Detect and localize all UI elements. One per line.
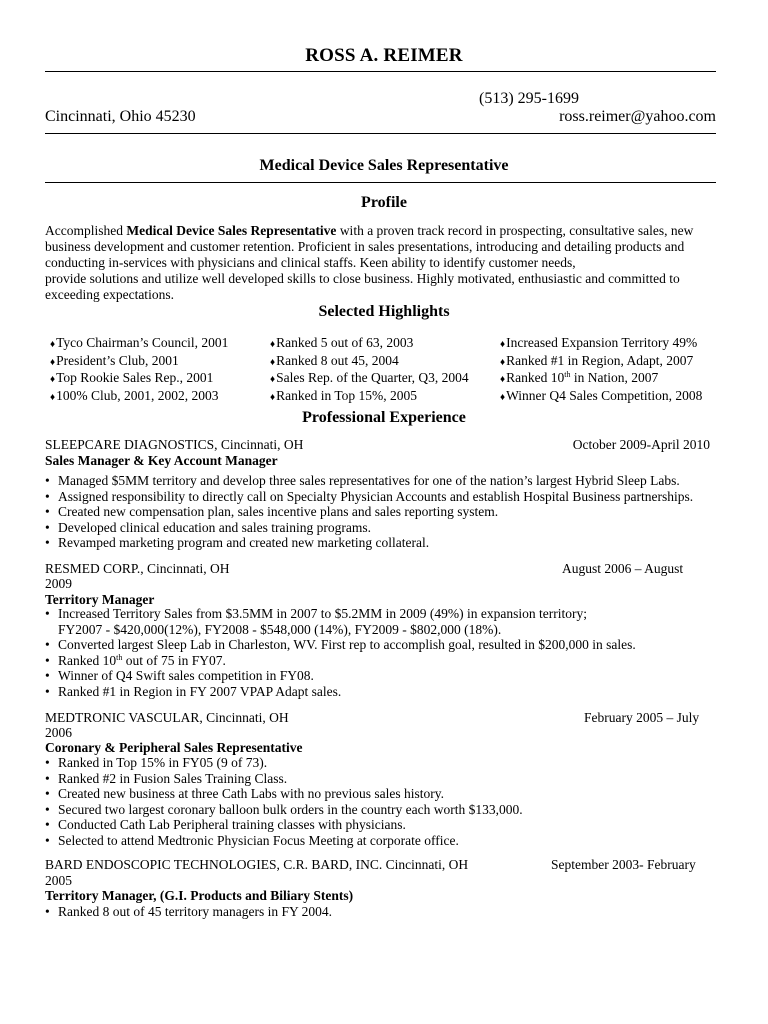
diamond-bullet-icon: ♦ (50, 339, 56, 350)
profile-emphasis: Medical Device Sales Representative (126, 223, 337, 238)
highlight-text: Increased Expansion Territory 49% (506, 335, 698, 350)
highlight-text: President’s Club, 2001 (56, 352, 179, 368)
bullet-icon: • (45, 683, 50, 699)
highlights-column-2 (270, 335, 469, 405)
highlight-text: Sales Rep. of the Quarter, Q3, 2004 (276, 370, 469, 385)
bullet-icon: • (45, 668, 50, 683)
highlight-item (270, 335, 469, 353)
bullet-text: Conducted Cath Lab Peripheral training classes with physicians. (58, 817, 406, 832)
profile-line-3: conducting in-services with physicians and clinical staffs. Keen ability to identify customer needs, (45, 255, 576, 270)
list-item (45, 653, 636, 669)
highlight-text: Ranked 5 out of 63, 2003 (276, 335, 414, 350)
diamond-bullet-icon: ♦ (270, 339, 276, 350)
highlight-text: Ranked 10 (506, 370, 565, 385)
highlights-column-1 (50, 335, 228, 405)
highlight-text: Winner Q4 Sales Competition, 2008 (506, 387, 703, 403)
header-divider (45, 71, 716, 72)
highlight-text: 100% Club, 2001, 2002, 2003 (56, 387, 219, 403)
bullet-icon: • (45, 606, 50, 621)
bullet-list (45, 904, 332, 920)
list-item-continuation (45, 622, 636, 638)
bullet-icon: • (45, 652, 50, 668)
bullet-icon: • (45, 817, 50, 832)
bullet-icon: • (45, 786, 50, 801)
list-item (45, 473, 693, 489)
highlight-text: Tyco Chairman’s Council, 2001 (56, 335, 229, 350)
title-divider (45, 182, 716, 183)
bullet-text: Ranked 8 out of 45 territory managers in FY 2004. (58, 904, 332, 919)
profile-line-1 (45, 223, 693, 239)
list-item (45, 489, 693, 505)
highlights-column-3 (500, 335, 702, 405)
company-bard: BARD ENDOSCOPIC TECHNOLOGIES, C.R. BARD, INC. Cincinnati, OH (45, 857, 469, 872)
bullet-icon: • (45, 473, 50, 488)
job-dates: September 2003- February (551, 857, 696, 872)
phone-number: (513) 295-1699 (479, 90, 579, 107)
diamond-bullet-icon: ♦ (500, 391, 506, 403)
job-role: Territory Manager, (G.I. Products and Biliary Stents) (45, 888, 354, 903)
contact-divider (45, 133, 716, 134)
bullet-icon: • (45, 755, 50, 770)
highlight-text: Ranked #1 in Region, Adapt, 2007 (506, 352, 694, 368)
highlight-text: in Nation, 2007 (570, 370, 659, 385)
list-item (45, 771, 523, 787)
profile-line-2: business development and customer retention. Proficient in sales presentations, introducing and detailing products and (45, 239, 685, 254)
bullet-text: Secured two largest coronary balloon bulk orders in the country each worth $133,000. (58, 801, 523, 817)
job-role: Sales Manager & Key Account Manager (45, 453, 278, 468)
job-dates-wrap: 2006 (45, 725, 72, 740)
company-resmed: RESMED CORP., Cincinnati, OH (45, 561, 230, 576)
bullet-icon: • (45, 504, 50, 519)
profile-text: with a proven track record in prospecting, consultative sales, new (336, 223, 694, 238)
highlight-item (270, 370, 469, 388)
highlight-item (270, 388, 469, 406)
highlight-item (50, 370, 228, 388)
list-item (45, 668, 636, 684)
highlight-text: Top Rookie Sales Rep., 2001 (56, 370, 214, 385)
list-item (45, 535, 693, 551)
list-item (45, 904, 332, 920)
profile-line-5: exceeding expectations. (45, 287, 174, 302)
bullet-text: Created new compensation plan, sales incentive plans and sales reporting system. (58, 504, 499, 519)
bullet-list (45, 473, 693, 551)
company-sleepcare: SLEEPCARE DIAGNOSTICS, Cincinnati, OH (45, 437, 304, 452)
list-item (45, 786, 523, 802)
diamond-bullet-icon: ♦ (50, 356, 56, 368)
list-item (45, 637, 636, 653)
list-item (45, 504, 693, 520)
job-role: Coronary & Peripheral Sales Representative (45, 740, 303, 755)
profile-line-4: provide solutions and utilize well developed skills to close business. Highly motivated, enthusiastic and committed to (45, 271, 680, 286)
highlight-text: Ranked in Top 15%, 2005 (276, 387, 418, 403)
profile-heading: Profile (361, 194, 407, 211)
highlight-item (500, 370, 702, 388)
bullet-text: Selected to attend Medtronic Physician Focus Meeting at corporate office. (58, 832, 459, 848)
location: Cincinnati, Ohio 45230 (45, 108, 196, 125)
ordinal-suffix: th (116, 652, 123, 662)
diamond-bullet-icon: ♦ (270, 356, 276, 368)
bullet-text: Developed clinical education and sales training programs. (58, 519, 372, 535)
highlight-text: Ranked 8 out 45, 2004 (276, 352, 399, 368)
diamond-bullet-icon: ♦ (270, 391, 276, 403)
bullet-icon: • (45, 535, 50, 550)
diamond-bullet-icon: ♦ (50, 374, 56, 385)
bullet-icon: • (45, 488, 50, 504)
company-medtronic: MEDTRONIC VASCULAR, Cincinnati, OH (45, 710, 289, 725)
bullet-text: FY2007 - $420,000(12%), FY2008 - $548,000 (14%), FY2009 - $802,000 (18%). (58, 621, 502, 637)
bullet-icon: • (45, 904, 50, 919)
highlight-item (500, 388, 702, 406)
list-item (45, 520, 693, 536)
ordinal-suffix: th (564, 370, 571, 379)
diamond-bullet-icon: ♦ (50, 391, 56, 403)
list-item (45, 833, 523, 849)
job-dates: February 2005 – July (584, 710, 700, 725)
bullet-icon: • (45, 637, 50, 652)
list-item (45, 802, 523, 818)
bullet-text: Created new business at three Cath Labs with no previous sales history. (58, 786, 445, 801)
bullet-text: Managed $5MM territory and develop three sales representatives for one of the nation’s largest Hybrid Sleep Labs. (58, 473, 680, 488)
bullet-text: Revamped marketing program and created new marketing collateral. (58, 535, 430, 550)
diamond-bullet-icon: ♦ (500, 374, 506, 385)
bullet-list (45, 606, 636, 699)
bullet-text: Ranked 10 (58, 652, 117, 668)
diamond-bullet-icon: ♦ (500, 339, 506, 350)
highlight-item (500, 335, 702, 353)
bullet-icon: • (45, 832, 50, 848)
experience-heading: Professional Experience (302, 409, 466, 426)
bullet-list (45, 755, 523, 848)
highlight-item (270, 353, 469, 371)
list-item (45, 606, 636, 622)
email-address: ross.reimer@yahoo.com (559, 108, 716, 125)
highlight-item (50, 335, 228, 353)
candidate-name: ROSS A. REIMER (305, 45, 463, 66)
profile-text: Accomplished (45, 223, 127, 238)
bullet-icon: • (45, 770, 50, 786)
highlights-heading: Selected Highlights (318, 303, 450, 320)
bullet-text: Ranked #1 in Region in FY 2007 VPAP Adapt sales. (58, 683, 342, 699)
bullet-text: Ranked #2 in Fusion Sales Training Class. (58, 770, 288, 786)
job-dates: August 2006 – August (562, 561, 684, 576)
bullet-text: Converted largest Sleep Lab in Charleston, WV. First rep to accomplish goal, resulted in $200,000 in sales. (58, 637, 636, 652)
diamond-bullet-icon: ♦ (270, 374, 276, 385)
highlight-item (50, 388, 228, 406)
bullet-text: Winner of Q4 Swift sales competition in FY08. (58, 668, 314, 683)
diamond-bullet-icon: ♦ (500, 356, 506, 368)
job-dates-wrap: 2005 (45, 873, 72, 888)
list-item (45, 755, 523, 771)
list-item (45, 684, 636, 700)
highlight-item (500, 353, 702, 371)
objective-title: Medical Device Sales Representative (259, 157, 509, 174)
bullet-text: Assigned responsibility to directly call on Specialty Physician Accounts and establish Hospital Business partnerships. (58, 488, 694, 504)
bullet-text: Ranked in Top 15% in FY05 (9 of 73). (58, 755, 268, 770)
job-dates: October 2009-April 2010 (572, 437, 710, 452)
bullet-text: Increased Territory Sales from $3.5MM in 2007 to $5.2MM in 2009 (49%) in expansion territory; (58, 606, 587, 621)
bullet-icon: • (45, 519, 50, 535)
highlight-item (50, 353, 228, 371)
bullet-icon: • (45, 801, 50, 817)
job-dates-wrap: 2009 (45, 576, 72, 591)
job-role: Territory Manager (45, 592, 155, 607)
bullet-text: out of 75 in FY07. (122, 652, 226, 668)
list-item (45, 817, 523, 833)
